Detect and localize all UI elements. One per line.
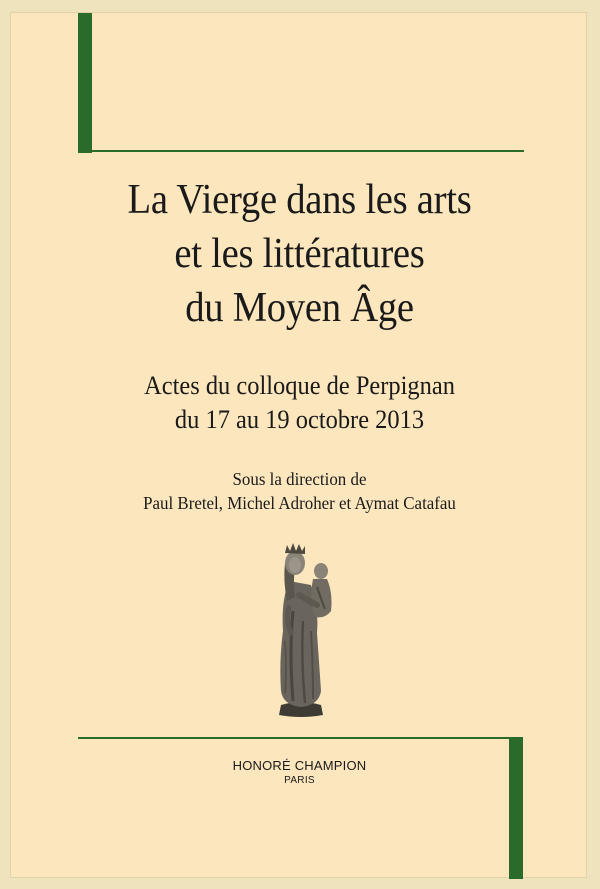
publisher-name: HONORÉ CHAMPION (232, 758, 367, 773)
title-line-1: La Vierge dans les arts (127, 177, 472, 223)
subtitle-line-1: Actes du colloque de Perpignan (144, 371, 455, 400)
top-green-rule (78, 150, 524, 152)
title-line-2: et les littératures (174, 231, 425, 277)
bottom-green-rule (78, 737, 523, 739)
virgin-and-child-statue-image (259, 541, 343, 717)
book-subtitle (11, 369, 588, 437)
book-cover (10, 12, 587, 878)
editors (11, 467, 588, 515)
publisher (11, 758, 588, 788)
editors-names: Paul Bretel, Michel Adroher et Aymat Catafau (143, 493, 456, 513)
subtitle-line-2: du 17 au 19 octobre 2013 (174, 405, 425, 434)
editors-intro: Sous la direction de (232, 469, 367, 489)
publisher-city: PARIS (284, 775, 315, 786)
book-title (11, 173, 588, 335)
title-line-3: du Moyen Âge (185, 285, 414, 331)
top-green-bar (78, 13, 92, 153)
